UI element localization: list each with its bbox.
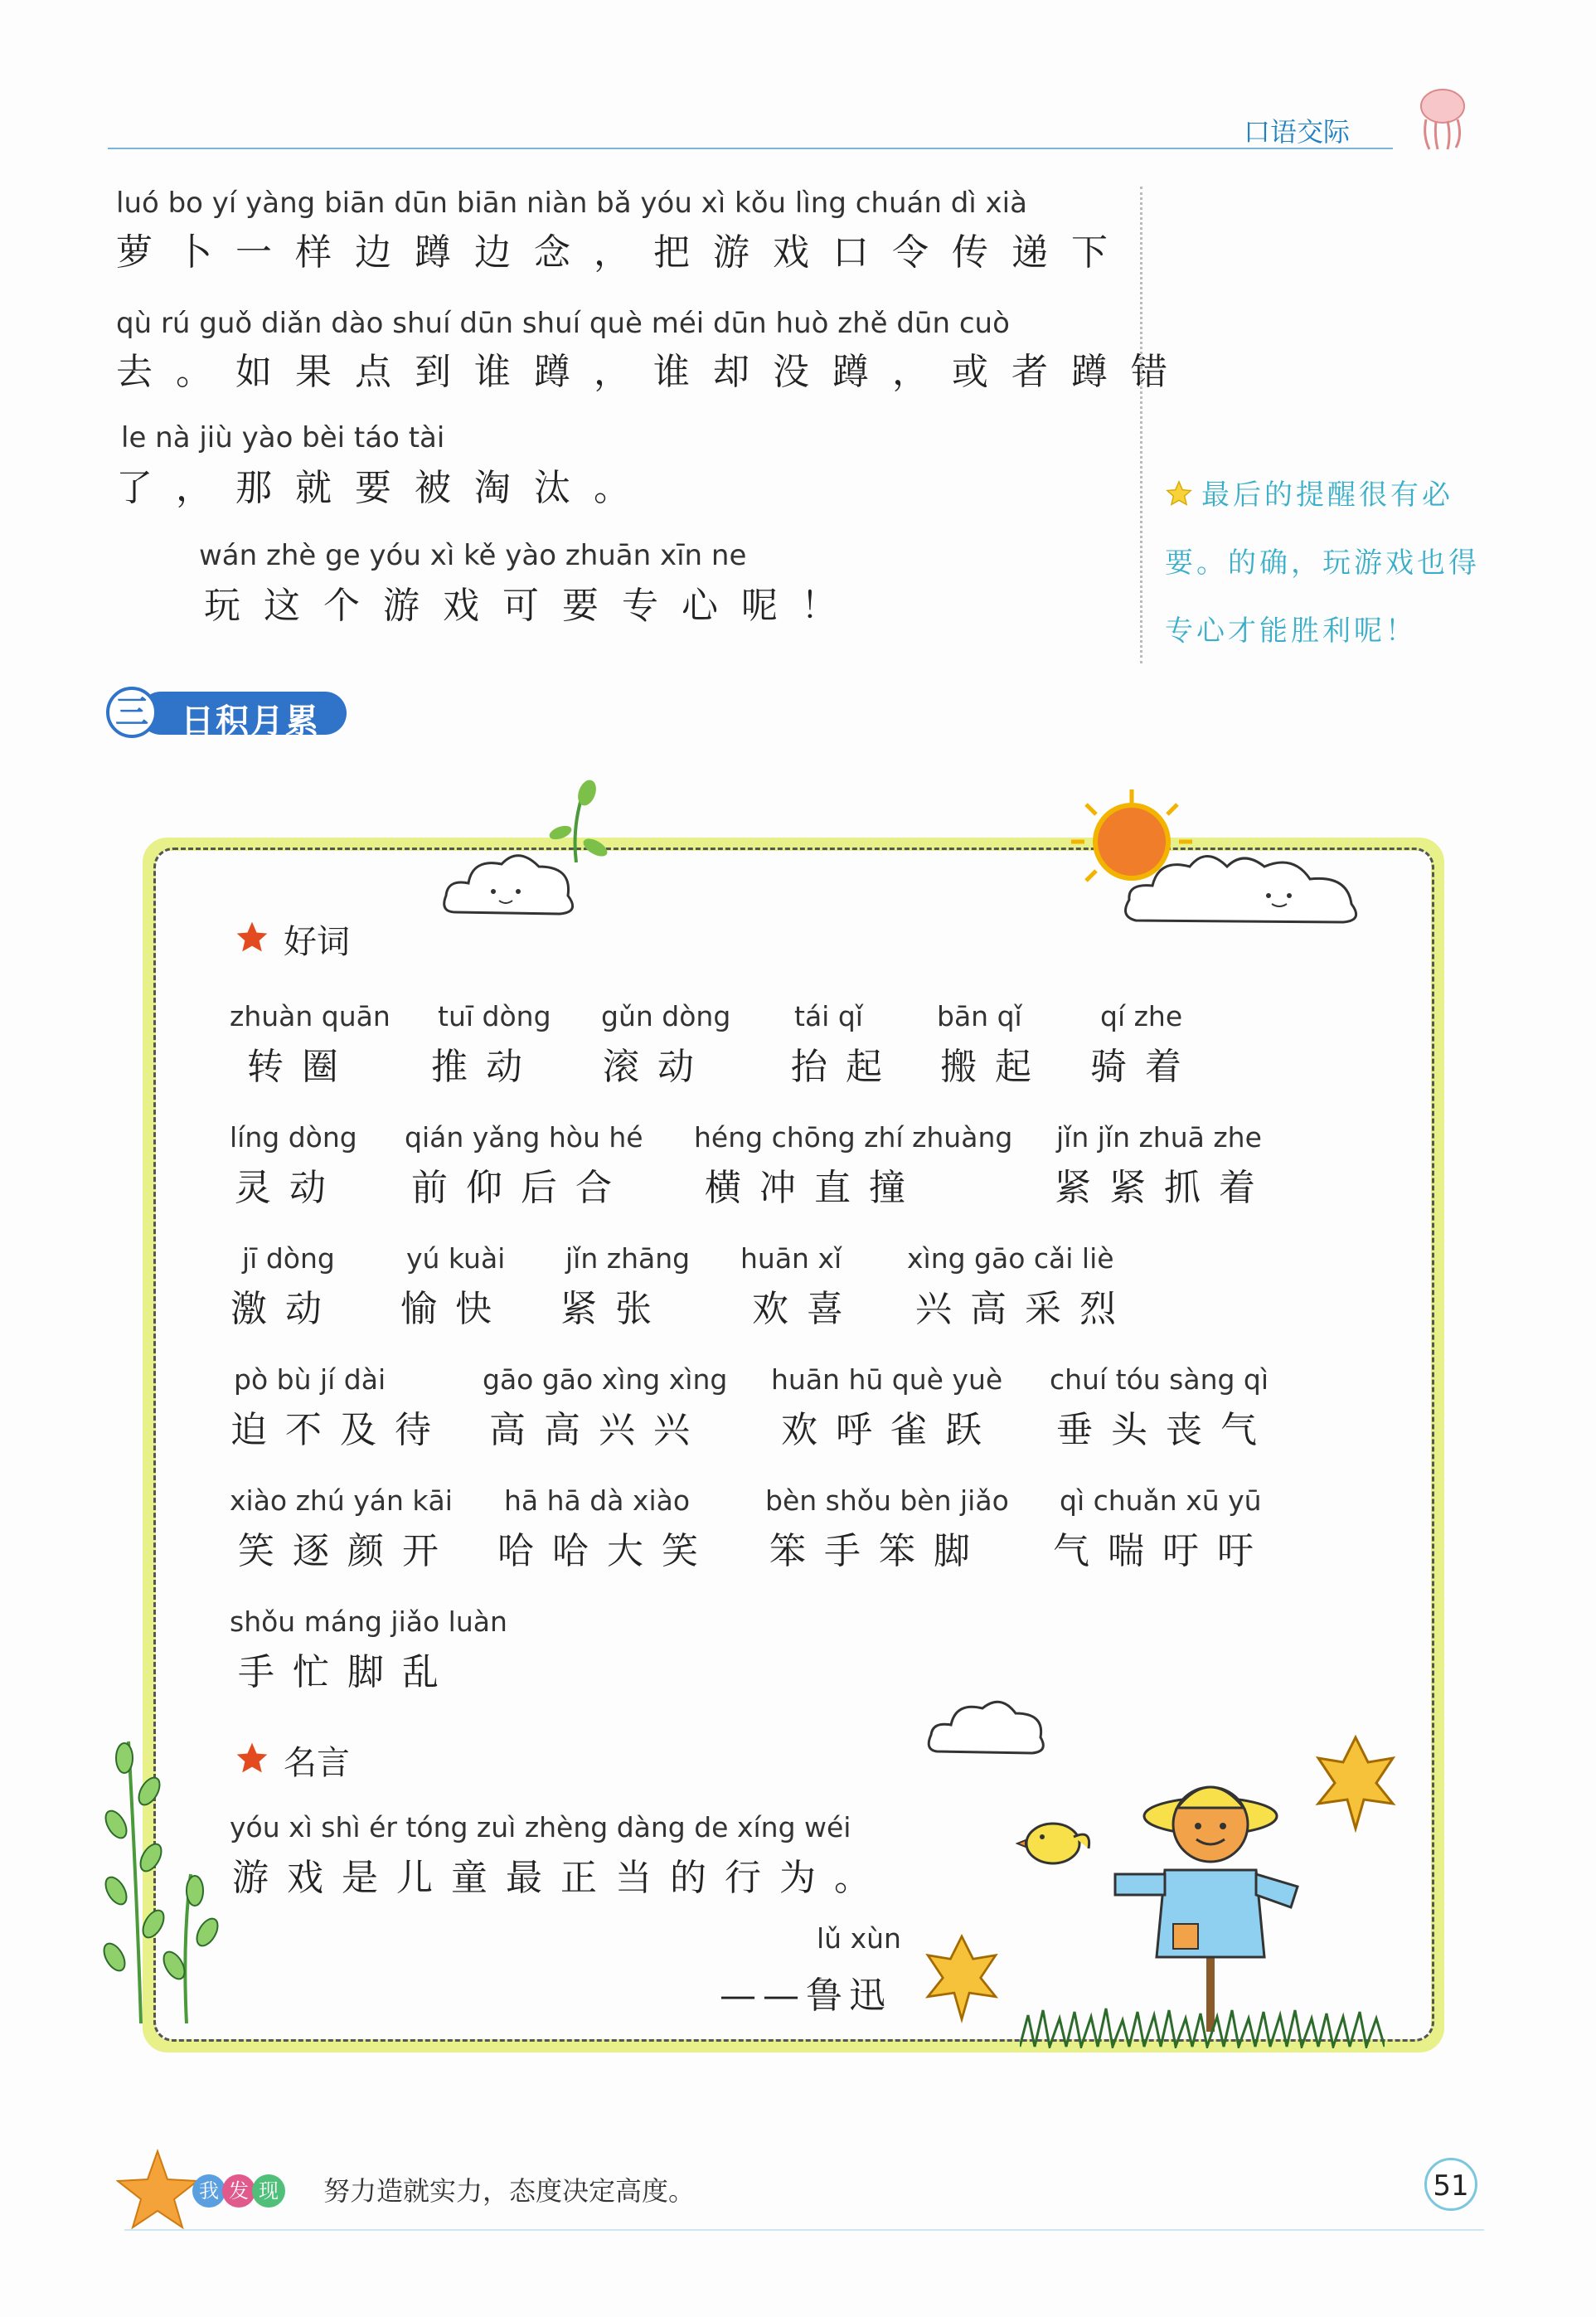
tip-line-1: 最后的提醒很有必: [1201, 478, 1453, 512]
lesson-category: 口语交际: [1244, 116, 1351, 148]
word-hanzi: 愉快: [400, 1288, 510, 1330]
passage-hanzi-4: 玩这个游戏可要专心呢！: [204, 585, 861, 627]
quote-author-pinyin: lǔ xùn: [817, 1922, 901, 1955]
scarecrow-icon: [1099, 1758, 1322, 2032]
word-pinyin: bān qǐ: [937, 1000, 1022, 1032]
quote-hanzi: 游戏是儿童最正当的行为。: [232, 1857, 889, 1899]
word-pinyin: huān hū què yuè: [771, 1363, 1003, 1396]
badge-char: 发: [222, 2174, 255, 2208]
word-hanzi: 推动: [431, 1046, 541, 1088]
word-pinyin: líng dòng: [230, 1121, 357, 1154]
section-heading: [106, 687, 355, 741]
grass-icon: [1020, 2007, 1385, 2048]
red-star-icon: [234, 919, 270, 955]
word-pinyin: xìng gāo cǎi liè: [907, 1242, 1114, 1275]
word-pinyin: shǒu máng jiǎo luàn: [230, 1605, 507, 1638]
discovery-badge: [192, 2174, 282, 2208]
quote-author: ——鲁迅: [720, 1975, 892, 2017]
quote-pinyin: yóu xì shì ér tóng zuì zhèng dàng de xíng wéi: [230, 1811, 851, 1843]
passage-pinyin-1: luó bo yí yàng biān dūn biān niàn bǎ yóu xì kǒu lìng chuán dì xià: [116, 187, 1027, 220]
word-pinyin: gāo gāo xìng xìng: [483, 1363, 728, 1396]
word-pinyin: xiào zhú yán kāi: [230, 1484, 453, 1517]
page-number: 51: [1424, 2158, 1477, 2211]
passage-pinyin-4: wán zhè ge yóu xì kě yào zhuān xīn ne: [199, 539, 747, 572]
word-pinyin: zhuàn quān: [230, 1000, 391, 1032]
badge-char: 现: [252, 2174, 285, 2208]
word-hanzi: 骑着: [1090, 1046, 1200, 1088]
leaf-icon: [1310, 1733, 1401, 1833]
word-hanzi: 前仰后合: [411, 1167, 630, 1209]
word-hanzi: 横冲直撞: [705, 1167, 924, 1209]
word-pinyin: chuí tóu sàng qì: [1050, 1363, 1269, 1396]
footer-motto: 努力造就实力，态度决定高度。: [323, 2175, 696, 2207]
word-hanzi: 气喘吁吁: [1053, 1530, 1272, 1572]
word-hanzi: 高高兴兴: [489, 1409, 708, 1451]
word-pinyin: hā hā dà xiào: [504, 1484, 691, 1517]
word-pinyin: qì chuǎn xū yū: [1060, 1484, 1262, 1517]
word-hanzi: 抬起: [791, 1046, 900, 1088]
good-words-heading: 好词: [284, 923, 350, 961]
word-hanzi: 手忙脚乱: [238, 1651, 457, 1693]
cloud-icon: [439, 846, 580, 920]
quote-heading: 名言: [284, 1744, 350, 1782]
cloud-icon: [924, 1692, 1049, 1758]
passage-hanzi-2: 去。如果点到谁蹲，谁却没蹲，或者蹲错: [116, 351, 1191, 393]
word-hanzi: 紧紧抓着: [1055, 1167, 1273, 1209]
header-rule: [108, 148, 1393, 149]
margin-tip: [1165, 461, 1513, 665]
vine-icon: [91, 1725, 240, 2023]
word-hanzi: 激动: [230, 1288, 340, 1330]
word-hanzi: 搬起: [940, 1046, 1050, 1088]
word-pinyin: jī dòng: [242, 1242, 335, 1275]
word-pinyin: héng chōng zhí zhuàng: [694, 1121, 1013, 1154]
word-hanzi: 欢呼雀跃: [781, 1409, 1000, 1451]
word-pinyin: bèn shǒu bèn jiǎo: [765, 1484, 1009, 1517]
tip-line-2: 要。的确，玩游戏也得: [1165, 546, 1480, 580]
star-icon: [1165, 479, 1193, 508]
passage-pinyin-3: le nà jiù yào bèi táo tài: [121, 421, 445, 454]
word-hanzi: 垂头丧气: [1056, 1409, 1275, 1451]
word-hanzi: 兴高采烈: [915, 1288, 1134, 1330]
word-hanzi: 哈哈大笑: [497, 1530, 716, 1572]
tip-line-3: 专心才能胜利呢！: [1165, 614, 1417, 648]
word-hanzi: 灵动: [235, 1167, 344, 1209]
leaf-icon: [920, 1932, 1003, 2023]
word-pinyin: yú kuài: [406, 1242, 506, 1275]
word-hanzi: 滚动: [603, 1046, 712, 1088]
footer-rule: [124, 2229, 1484, 2231]
passage-hanzi-1: 萝卜一样边蹲边念，把游戏口令传递下: [116, 231, 1131, 274]
badge-char: 我: [192, 2174, 226, 2208]
word-hanzi: 笨手笨脚: [769, 1530, 988, 1572]
word-pinyin: tuī dòng: [438, 1000, 551, 1032]
word-hanzi: 迫不及待: [230, 1409, 449, 1451]
word-pinyin: qí zhe: [1100, 1000, 1183, 1032]
word-hanzi: 笑逐颜开: [238, 1530, 457, 1572]
word-pinyin: tái qǐ: [794, 1000, 863, 1032]
word-hanzi: 转圈: [247, 1046, 357, 1088]
margin-divider: [1140, 187, 1142, 663]
jellyfish-icon: [1409, 83, 1476, 158]
word-pinyin: jǐn zhāng: [565, 1242, 691, 1275]
section-title: 日积月累: [181, 702, 320, 741]
word-hanzi: 欢喜: [752, 1288, 861, 1330]
word-hanzi: 紧张: [560, 1288, 670, 1330]
word-pinyin: qián yǎng hòu hé: [405, 1121, 643, 1154]
section-number: 三: [106, 687, 158, 738]
passage-hanzi-3: 了，那就要被淘汰。: [116, 467, 653, 509]
cloud-icon: [1119, 838, 1368, 929]
passage-pinyin-2: qù rú guǒ diǎn dào shuí dūn shuí què méi dūn huò zhě dūn cuò: [116, 307, 1010, 340]
starfish-icon: [116, 2148, 199, 2231]
word-pinyin: huān xǐ: [740, 1242, 842, 1275]
word-pinyin: pò bù jí dài: [234, 1363, 386, 1396]
word-pinyin: gǔn dòng: [601, 1000, 731, 1032]
word-pinyin: jǐn jǐn zhuā zhe: [1056, 1121, 1262, 1154]
bird-icon: [1016, 1812, 1094, 1870]
